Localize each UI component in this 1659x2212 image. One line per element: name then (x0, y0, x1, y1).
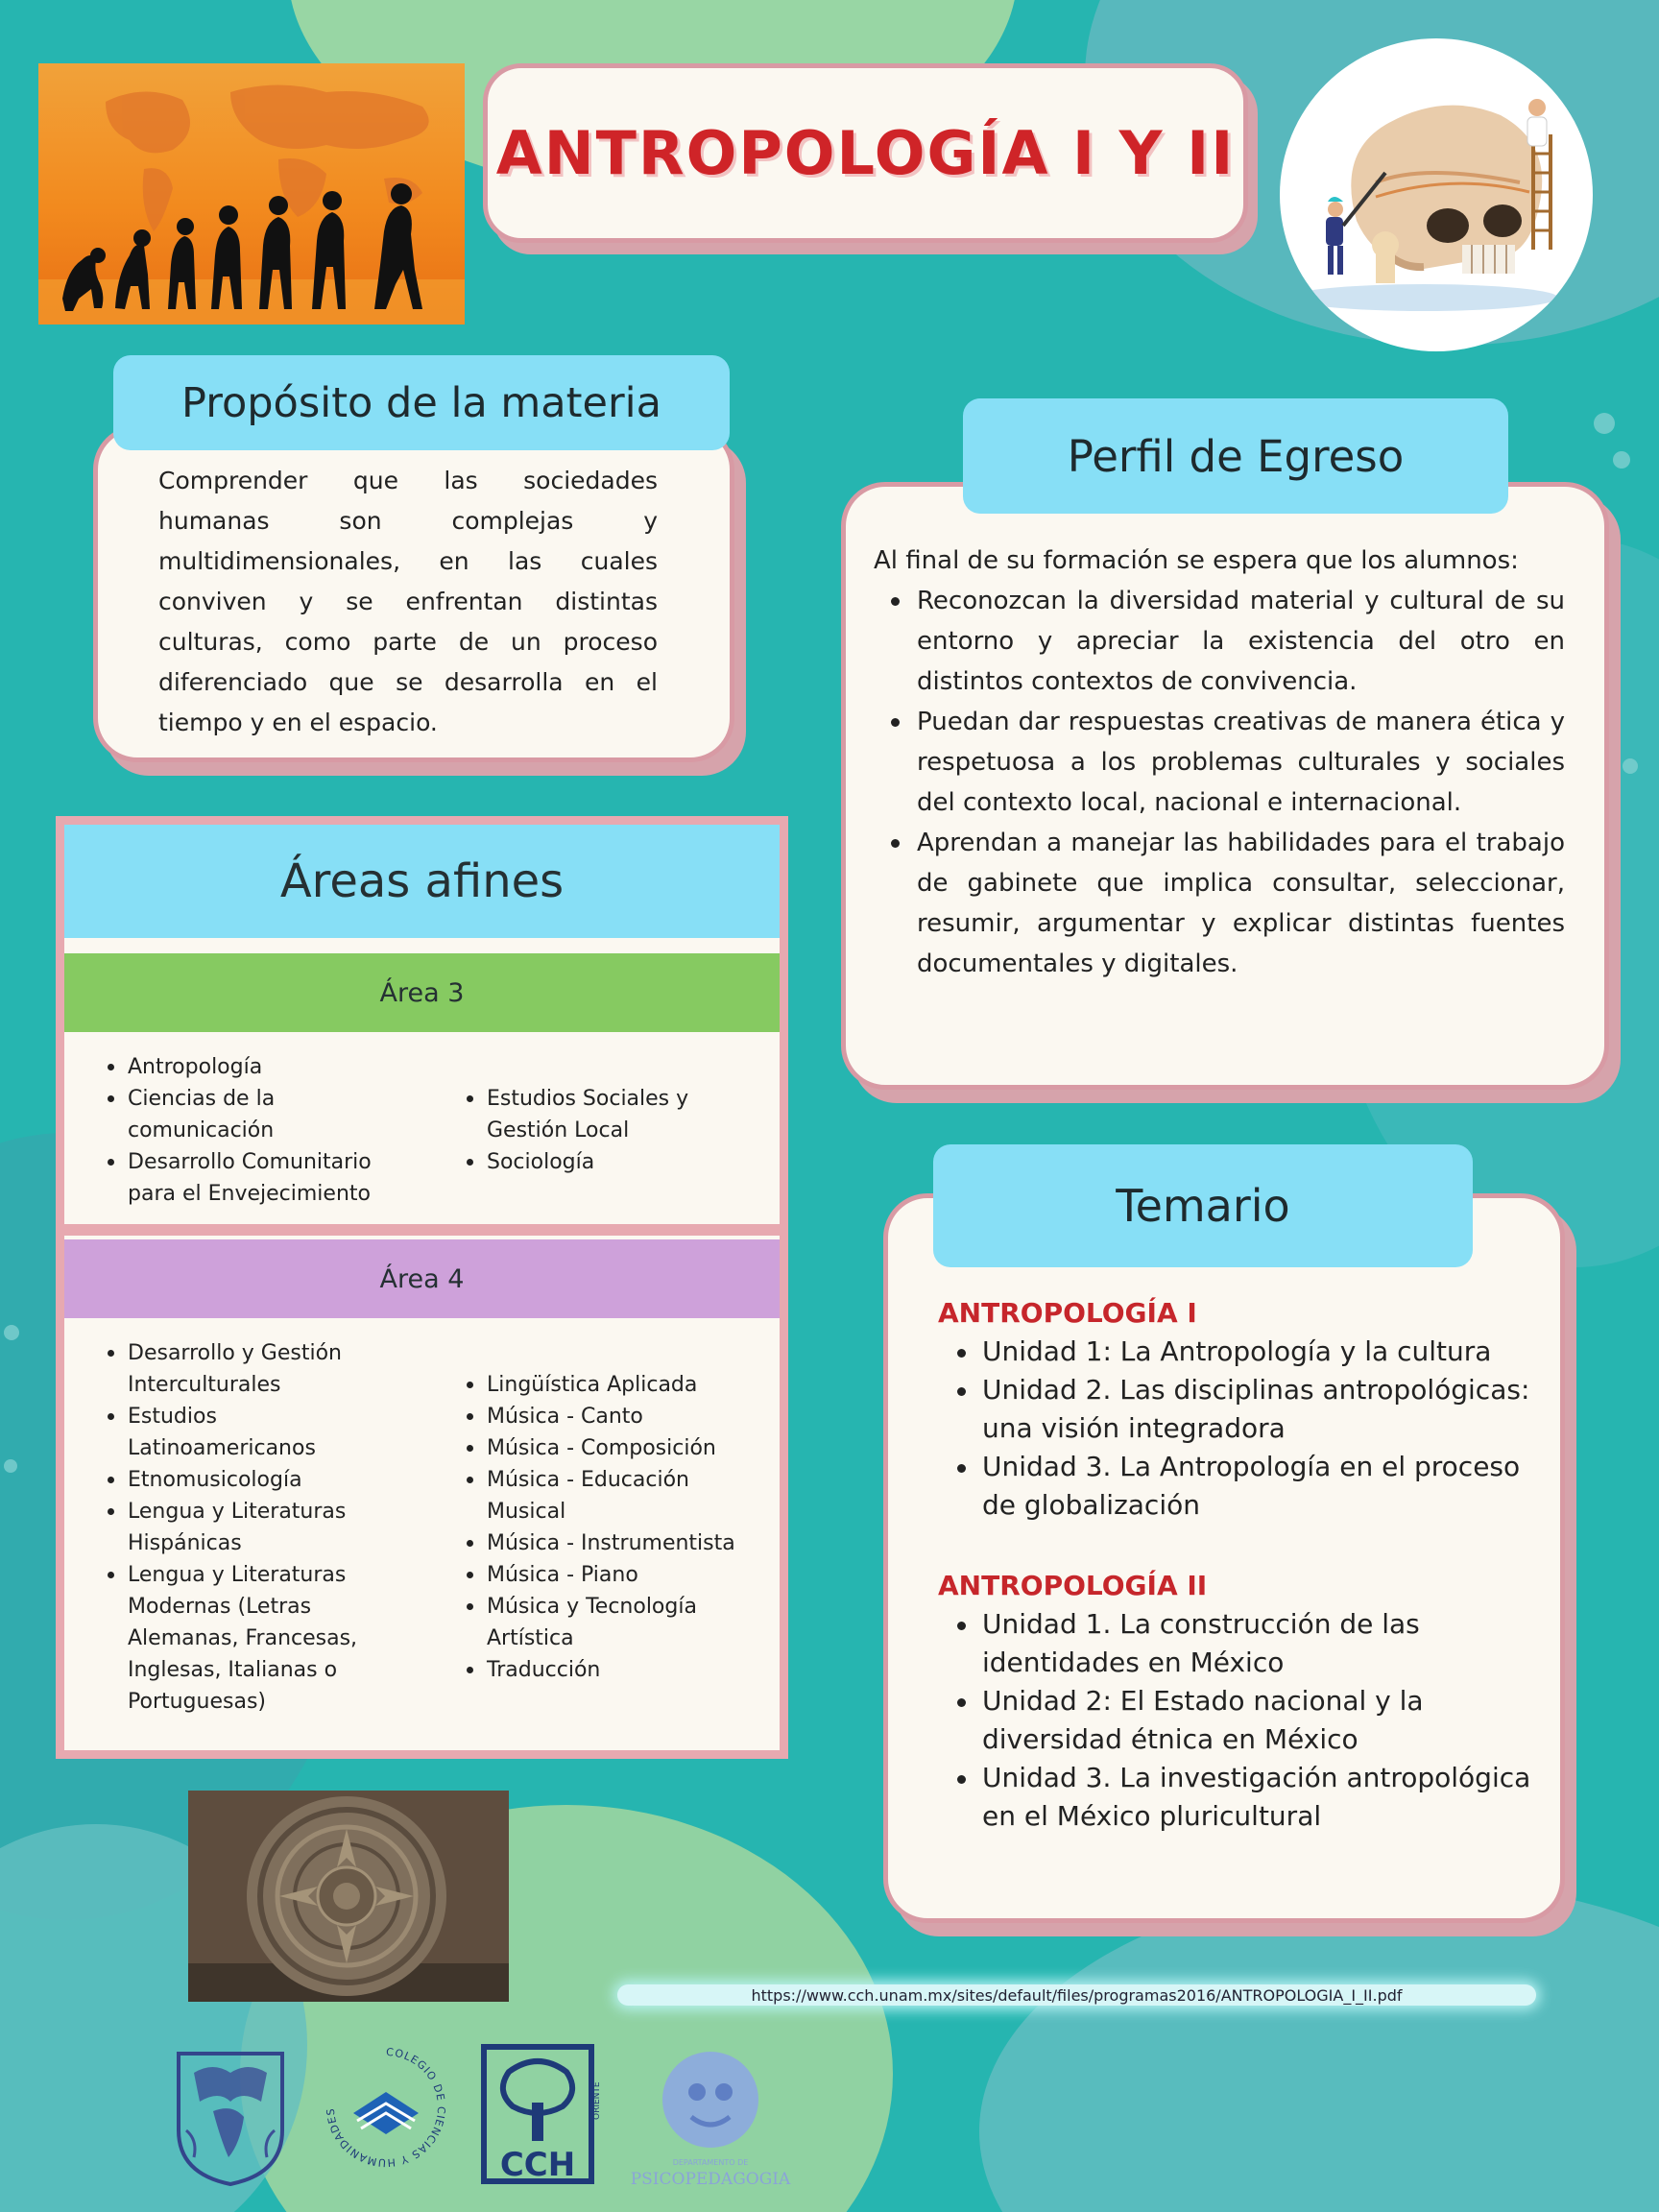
list-item: Desarrollo Comunitario para el Envejecimiento (105, 1146, 393, 1210)
proposito-text: Comprender que las sociedades humanas son complejas y multidimensionales, en las cuales conviven y se enfrentan distintas culturas, como parte de un proceso diferenciado que se desarrolla en el tiempo y en el espacio. (158, 467, 658, 736)
list-item: Música - Canto (464, 1401, 752, 1432)
bg-dot (1613, 451, 1630, 469)
human-evolution-image (38, 63, 465, 325)
source-url-link[interactable]: https://www.cch.unam.mx/sites/default/files/programas2016/ANTROPOLOGIA_I_II.pdf (617, 1984, 1536, 2006)
unam-logo (165, 2044, 296, 2188)
area4-list-col1 (105, 1337, 393, 1718)
cch-side-text: ORIENTE (592, 2081, 602, 2120)
cch-text: CCH (499, 2146, 576, 2184)
temario-part2-list (938, 1605, 1533, 1836)
temario-part1-list (938, 1333, 1533, 1525)
list-item: Etnomusicología (105, 1464, 393, 1496)
list-item: Reconozcan la diversidad material y cultural de su entorno y apreciar la existencia del otro en distintos contextos de convivencia. (874, 581, 1565, 702)
temario-part1-title: ANTROPOLOGÍA I (938, 1297, 1197, 1329)
proposito-heading: Propósito de la materia (113, 355, 730, 450)
colegio-ciencias-humanidades-logo (325, 2046, 447, 2169)
area4-list-col2 (464, 1369, 752, 1686)
bg-dot (4, 1459, 17, 1473)
spacer (938, 1525, 1533, 1567)
list-item: Música - Educación Musical (464, 1464, 752, 1527)
perfil-content (874, 541, 1565, 984)
bg-blob (979, 1882, 1659, 2212)
list-item: Traducción (464, 1654, 752, 1686)
bg-dot (1594, 413, 1615, 434)
list-item: Desarrollo y Gestión Interculturales (105, 1337, 393, 1401)
bg-dot (4, 1325, 19, 1340)
list-item: Aprendan a manejar las habilidades para el trabajo de gabinete que implica consultar, seleccionar, resumir, argumentar y explicar distintas fuentes documentales y digitales. (874, 823, 1565, 984)
list-item: Ciencias de la comunicación (105, 1083, 393, 1146)
list-item: Música - Composición (464, 1432, 752, 1464)
colegio-ring-text: COLEGIO DE CIENCIAS Y HUMANIDADES (325, 2046, 447, 2169)
psicopedagogia-logo (624, 2050, 797, 2194)
list-item: Antropología (105, 1051, 393, 1083)
list-item: Música y Tecnología Artística (464, 1591, 752, 1654)
aztec-calendar-image (188, 1791, 509, 2002)
skull-illustration (1280, 38, 1593, 351)
divider (64, 1224, 780, 1236)
cch-oriente-logo (480, 2043, 605, 2187)
list-item: Unidad 1: La Antropología y la cultura (938, 1333, 1533, 1371)
psico-name-text: PSICOPEDAGOGIA (630, 2170, 791, 2189)
list-item: Unidad 2. Las disciplinas antropológicas: una visión integradora (938, 1371, 1533, 1448)
list-item: Música - Instrumentista (464, 1527, 752, 1559)
list-item: Música - Piano (464, 1559, 752, 1591)
area4-label: Área 4 (64, 1239, 780, 1318)
list-item: Sociología (464, 1146, 752, 1178)
areas-inner (64, 825, 780, 1750)
area3-list-col2 (464, 1083, 752, 1178)
area3-label: Área 3 (64, 953, 780, 1032)
temario-content (938, 1294, 1533, 1836)
list-item: Unidad 2: El Estado nacional y la diversidad étnica en México (938, 1682, 1533, 1759)
areas-afines-panel (56, 816, 788, 1759)
perfil-heading: Perfil de Egreso (963, 398, 1508, 514)
bg-dot (1623, 758, 1638, 774)
list-item: Lengua y Literaturas Hispánicas (105, 1496, 393, 1559)
perfil-intro: Al final de su formación se espera que los alumnos: (874, 546, 1519, 575)
temario-part2-title: ANTROPOLOGÍA II (938, 1570, 1208, 1601)
list-item: Unidad 1. La construcción de las identidades en México (938, 1605, 1533, 1682)
list-item: Estudios Latinoamericanos (105, 1401, 393, 1464)
psico-top-text: DEPARTAMENTO DE (672, 2158, 749, 2167)
list-item: Unidad 3. La Antropología en el proceso de globalización (938, 1448, 1533, 1525)
page-title: ANTROPOLOGÍA I Y II (495, 118, 1236, 188)
perfil-list (874, 581, 1565, 984)
list-item: Lengua y Literaturas Modernas (Letras Alemanas, Francesas, Inglesas, Italianas o Portuguesas) (105, 1559, 393, 1718)
list-item: Lingüística Aplicada (464, 1369, 752, 1401)
areas-heading: Áreas afines (64, 825, 780, 938)
title-banner (483, 63, 1248, 243)
list-item: Puedan dar respuestas creativas de manera ética y respetuosa a los problemas culturales y sociales del contexto local, nacional e internacional. (874, 702, 1565, 823)
list-item: Unidad 3. La investigación antropológica en el México pluricultural (938, 1759, 1533, 1836)
temario-heading: Temario (933, 1144, 1473, 1267)
area3-list-col1 (105, 1051, 393, 1210)
list-item: Estudios Sociales y Gestión Local (464, 1083, 752, 1146)
